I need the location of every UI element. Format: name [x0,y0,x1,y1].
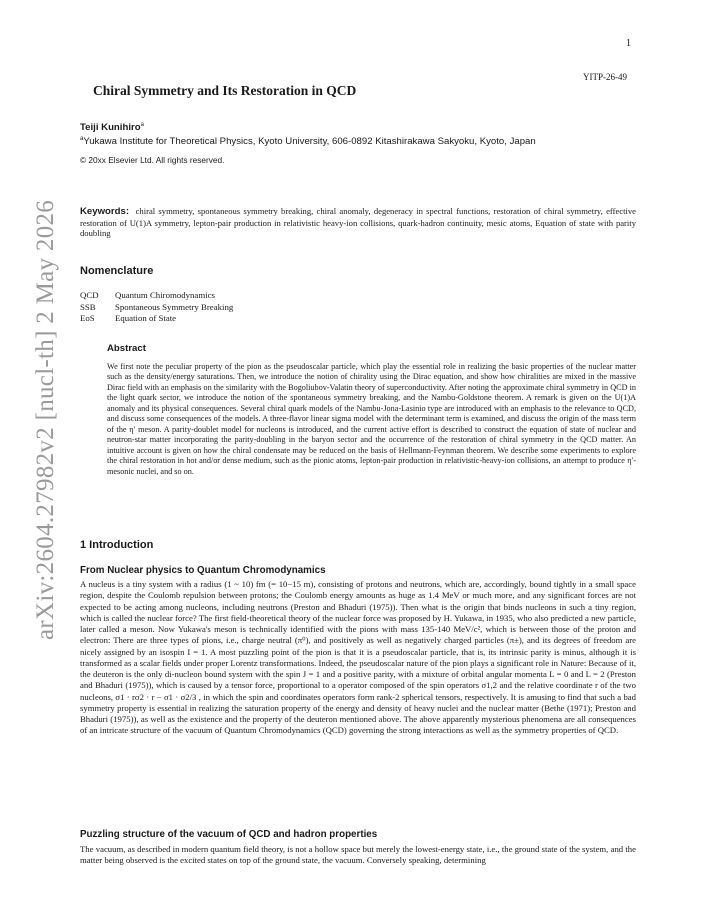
page-number: 1 [626,38,631,49]
paper-title: Chiral Symmetry and Its Restoration in QCD [93,83,357,98]
affiliation-line [80,136,536,147]
nomenclature-abbr: QCD [80,290,99,300]
report-number: YITP-26-49 [583,72,627,82]
subsection-heading: From Nuclear physics to Quantum Chromodynamics [80,565,326,576]
nomenclature-abbr: SSB [80,301,96,312]
abstract-heading: Abstract [107,343,146,354]
nomenclature-desc: Quantum Chiromodynamics [115,290,215,300]
author-superscript: a [140,122,144,128]
nomenclature-entry [80,302,233,314]
nomenclature-abbr: EoS [80,313,95,323]
body-paragraph: The vacuum, as described in modern quantum field theory, is not a hollow space but merely the lowest-energy state, i.e., the ground state of the system, and the matter being observed is the excited states on top of the ground state, the vacuum. Conversely speaking, determining [80,844,636,866]
nomenclature-heading: Nomenclature [80,265,154,277]
nomenclature-entry [80,313,233,325]
keywords-block [80,206,636,239]
nomenclature-list [80,290,233,325]
author-name: Teiji Kunihiro [80,122,141,134]
nomenclature-desc: Equation of State [115,313,177,323]
nomenclature-desc: Spontaneous Symmetry Breaking [115,301,234,312]
affiliation: Yukawa Institute for Theoretical Physics, Kyoto University, 606-0892 Kitashirakawa Sakyoku, Kyoto, Japan [83,136,536,148]
author-line [80,122,144,133]
keywords-label: Keywords: [80,206,130,217]
nomenclature-entry [80,290,233,302]
abstract-text: We first note the peculiar property of the pion as the pseudoscalar particle, which play the essential role in realizing the basic properties of the nuclear matter such as the density/energy saturations. Then, we introduce the notion of chirality using the Dirac equation, and show how chiralities are mixed in the massive Dirac field with an emphasis on the similarity with the Bogoliubov-Valatin theory of superconductivity. After noting the approximate chiral symmetry in QCD in the light quark sector, we introduce the notion of the spontaneous symmetry breaking, and the Nambu-Goldstone theorem. A remark is given on the U(1)A anomaly and its physical consequences. Several chiral quark models of the Nambu-Jona-Lasinio type are introduced with an emphasis to the relevance to QCD, and discuss some consequences of the models. A three-flavor linear sigma model with the determinant term is examined, and discuss the origin of the mass term of the η′ meson. A parity-doublet model for nucleons is introduced, and the current active effort is described to construct the equation of state of nuclear and neutron-star matter incorporating the parity-doubling in the baryon sector and the occurrence of the restoration of chiral symmetry in the QCD matter. An intuitive account is given on how the chiral condensate may be reduced on the basis of Hellmann-Feynman theorem. We describe some experiments to explore the chiral restoration in hot and/or dense medium, such as the pionic atoms, lepton-pair production in relativistic-heavy-ion collisions, an attempt to produce η′-mesonic nuclei, and so on. [107,362,636,476]
subsection-heading: Puzzling structure of the vacuum of QCD and hadron properties [80,829,378,840]
keywords-text: chiral symmetry, spontaneous symmetry breaking, chiral anomaly, degeneracy in spectral functions, restoration of chiral symmetry, effective restoration of U(1)A symmetry, lepton-pair production in relativistic heavy-ion collisions, quark-hadron continuity, mesic atoms, Equation of state with parity doubling [80,206,636,239]
section-heading-introduction: 1 Introduction [80,539,154,551]
body-paragraph: A nucleus is a tiny system with a radius (1 ~ 10) fm (= 10−15 m), consisting of protons and neutrons, which are, accordingly, bound tightly in a small space region, despite the Coulomb repulsion between protons; the Coulomb energy amounts as huge as 1.4 MeV or much more, and any significant forces are not expected to be acting among nucleons, including neutrons (Preston and Bhaduri (1975)). Then what is the origin that binds nucleons in such a tiny region, which is called the nuclear force? The first field-theoretical theory of the nuclear force was proposed by H. Yukawa, in 1935, who also predicted a new particle, later called a meson. Now Yukawa's meson is technically identified with the pions with mass 135-140 MeV/c², which is between those of the proton and electron: There are three types of pions, i.e., charge neutral (π⁰), and positively as well as negatively charged particles (π±), and its degrees of freedom are nicely assigned by an isospin I = 1. A most puzzling point of the pion is that it is a pseudoscalar particle, that is, its intrinsic parity is minus, although it is transformed as a scalar fields under proper Lorentz transformations. Indeed, the pseudoscalar nature of the pion plays a significant role in Nature: Because of it, the deuteron is the only di-nucleon bound system with the spin J = 1 and a positive parity, with a mixture of orbital angular momenta L = 0 and L = 2 (Preston and Bhaduri (1975)), which is caused by a tensor force, proportional to a operator composed of the spin operators σ1,2 and the relative coordinate r of the two nucleons, σ1 · rσ2 · r − σ1 · σ2/3 , in which the spin and coordinates operators form rank-2 spherical tensors, respectively. It is amusing to find that such a bad symmetry property is essential in realizing the saturation property of the energy and density of heavy nuclei and the nuclear matter (Bethe (1971); Preston and Bhaduri (1975)), as well as the existence and the property of the deuteron mentioned above. The above apparently mysterious phenomena are all consequences of an intricate structure of the vacuum of Quantum Chromodynamics (QCD) governing the strong interactions as well as the symmetry properties of QCD. [80,579,636,736]
arxiv-stamp: arXiv:2604.27982v2 [nucl-th] 2 May 2026 [32,199,59,640]
affiliation-superscript: a [80,136,84,142]
copyright: © 20xx Elsevier Ltd. All rights reserved. [80,155,225,165]
